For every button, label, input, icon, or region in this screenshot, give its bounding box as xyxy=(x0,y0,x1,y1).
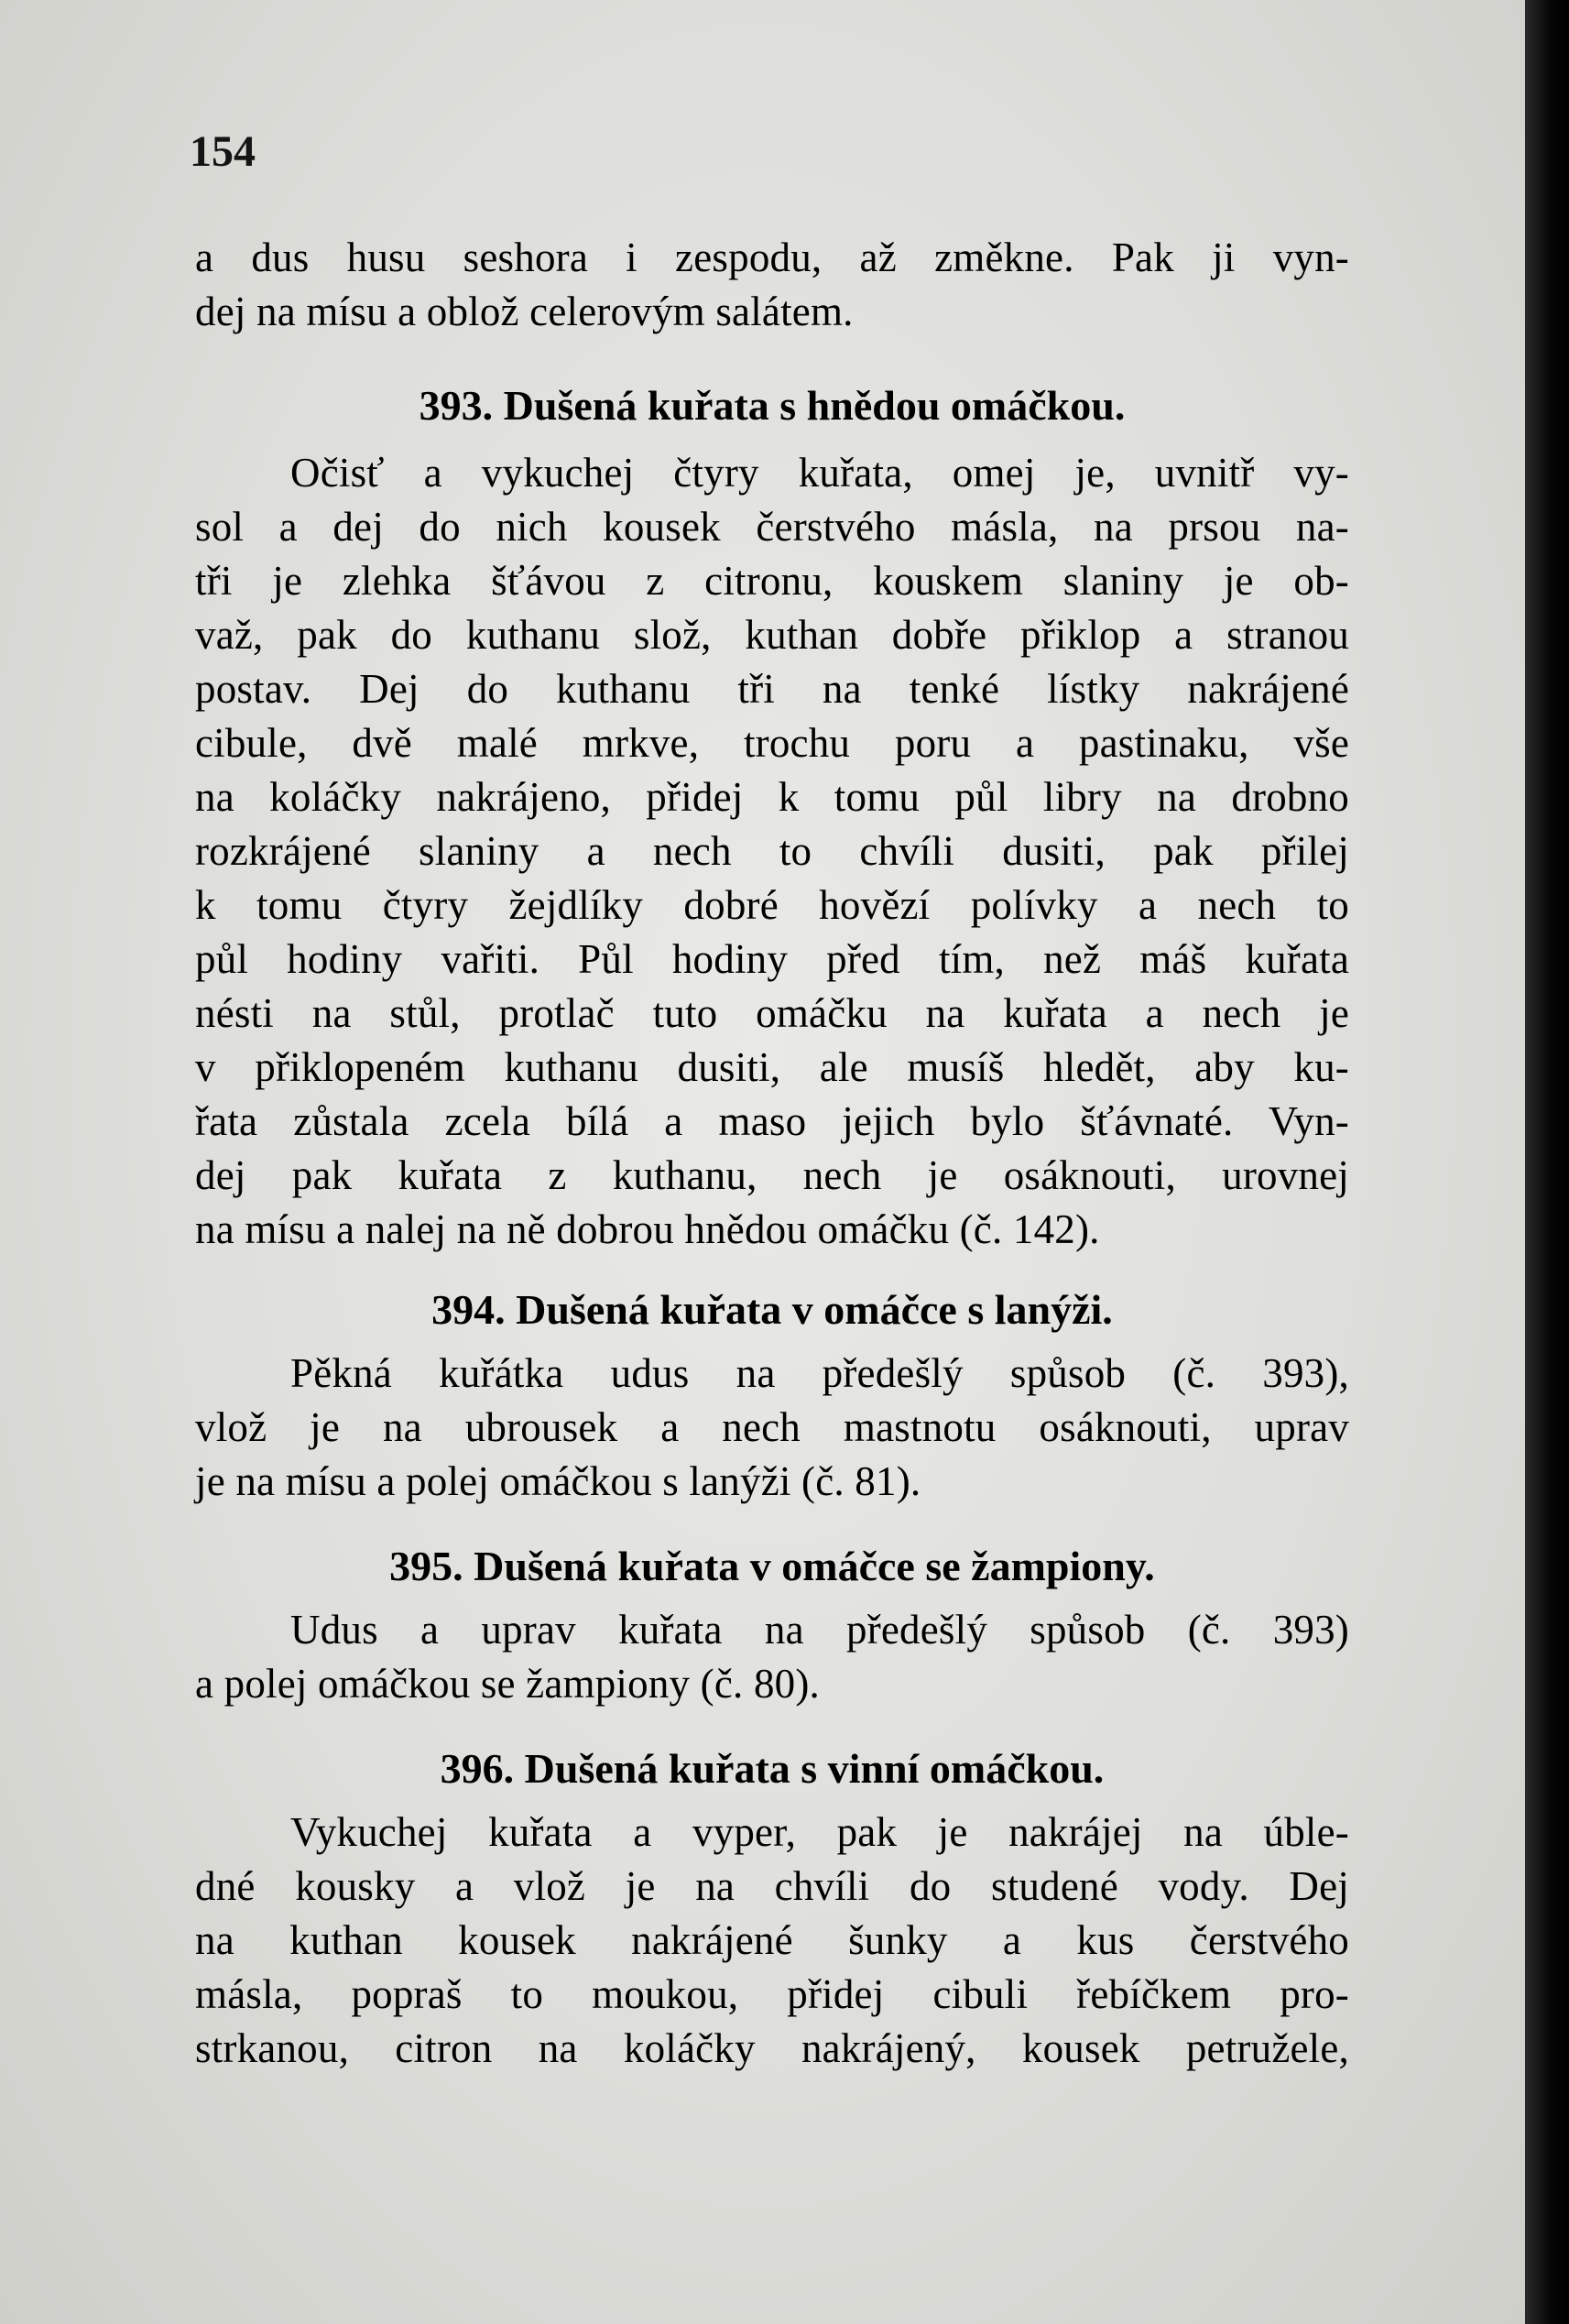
text-line: važ, pak do kuthanu slož, kuthan dobře přiklop a stranou xyxy=(195,612,1349,658)
text-line: sol a dej do nich kousek čerstvého másla, na prsou na- xyxy=(195,504,1349,550)
recipe-heading: 393. Dušená kuřata s hnědou omáčkou. xyxy=(419,382,1126,429)
text-line: řata zůstala zcela bílá a maso jejich bylo šťávnaté. Vyn- xyxy=(195,1098,1349,1144)
text-line: dné kousky a vlož je na chvíli do studené vody. Dej xyxy=(195,1863,1349,1909)
text-line: a dus husu seshora i zespodu, až změkne. Pak ji vyn- xyxy=(195,235,1349,280)
text-line: na kuthan kousek nakrájené šunky a kus čerstvého xyxy=(195,1917,1349,1963)
text-line: strkanou, citron na koláčky nakrájený, kousek petružele, xyxy=(195,2025,1349,2071)
text-line: nésti na stůl, protlač tuto omáčku na kuřata a nech je xyxy=(195,990,1349,1036)
text-line: postav. Dej do kuthanu tři na tenké lístky nakrájené xyxy=(195,666,1349,712)
page-edge-shadow xyxy=(1525,0,1569,2324)
text-line: Vykuchej kuřata a vyper, pak je nakrájej na úble- xyxy=(290,1809,1349,1855)
recipe-heading: 396. Dušená kuřata s vinní omáčkou. xyxy=(440,1745,1105,1792)
text-line: Očisť a vykuchej čtyry kuřata, omej je, uvnitř vy- xyxy=(290,450,1349,496)
page-number: 154 xyxy=(190,127,256,176)
text-line: másla, popraš to moukou, přidej cibuli řebíčkem pro- xyxy=(195,1971,1349,2017)
text-line: k tomu čtyry žejdlíky dobré hovězí polívky a nech to xyxy=(195,882,1349,928)
text-line: na mísu a nalej na ně dobrou hnědou omáčku (č. 142). xyxy=(195,1206,1100,1252)
text-line: je na mísu a polej omáčkou s lanýži (č. 81). xyxy=(195,1458,921,1504)
text-line: Udus a uprav kuřata na předešlý spůsob (č. 393) xyxy=(290,1607,1349,1653)
text-line: dej na mísu a oblož celerovým salátem. xyxy=(195,289,854,334)
text-line: v přiklopeném kuthanu dusiti, ale musíš hledět, aby ku- xyxy=(195,1044,1349,1090)
text-line: tři je zlehka šťávou z citronu, kouskem slaniny je ob- xyxy=(195,558,1349,604)
text-line: Pěkná kuřátka udus na předešlý spůsob (č. 393), xyxy=(290,1350,1349,1396)
text-line: půl hodiny vařiti. Půl hodiny před tím, než máš kuřata xyxy=(195,936,1349,982)
text-line: cibule, dvě malé mrkve, trochu poru a pastinaku, vše xyxy=(195,720,1349,766)
recipe-heading: 395. Dušená kuřata v omáčce se žampiony. xyxy=(389,1543,1155,1589)
text-line: vlož je na ubrousek a nech mastnotu osáknouti, uprav xyxy=(195,1404,1349,1450)
text-line: a polej omáčkou se žampiony (č. 80). xyxy=(195,1661,820,1707)
text-line: rozkrájené slaniny a nech to chvíli dusiti, pak přilej xyxy=(195,828,1349,874)
text-line: na koláčky nakrájeno, přidej k tomu půl libry na drobno xyxy=(195,774,1349,820)
text-line: dej pak kuřata z kuthanu, nech je osáknouti, urovnej xyxy=(195,1152,1349,1198)
recipe-heading: 394. Dušená kuřata v omáčce s lanýži. xyxy=(431,1286,1113,1333)
